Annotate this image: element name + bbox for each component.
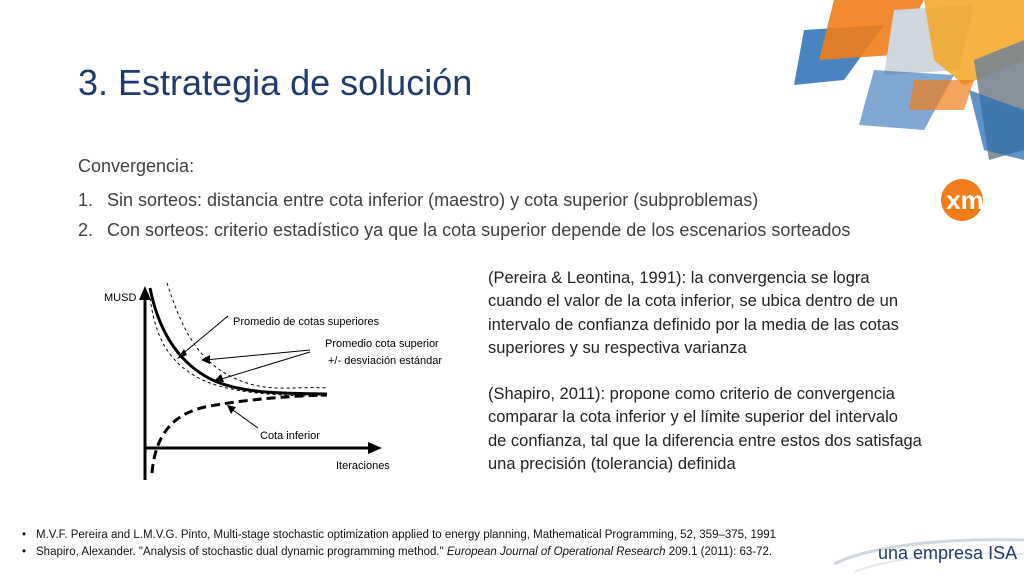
logo-text: xm [946,185,984,215]
pereira-paragraph [488,267,958,360]
bullet: • [22,529,27,541]
references-list [22,527,776,561]
annotation-upper-std-1: Promedio cota superior [325,338,439,350]
annotation-upper-std-2: +/- desviación estándar [328,355,443,367]
reference-text: Shapiro, Alexander. "Analysis of stochastic dual dynamic programming method." [36,546,447,558]
footer-text: una empresa ISA [878,543,1018,563]
reference-item [22,527,776,544]
list-item [78,187,850,217]
upper-avg-curve [150,288,327,394]
paragraph-line: de confianza, tal que la diferencia entre estos dos satisfaga [488,431,922,450]
x-axis-label: Iteraciones [336,460,390,472]
shapiro-paragraph [488,383,958,476]
footer-branding [834,534,1024,576]
annotation-lower: Cota inferior [260,430,320,442]
subheading: Convergencia: [78,156,195,176]
reference-text: 209.1 (2011): 63-72. [665,546,773,558]
list-text: Sin sorteos: distancia entre cota inferior (maestro) y cota superior (subproblemas) [107,190,759,210]
annotation-arrow [180,316,228,356]
list-text: Con sorteos: criterio estadístico ya que la cota superior depende de los escenarios sorteados [107,220,851,240]
reference-text: M.V.F. Pereira and L.M.V.G. Pinto, Multi-stage stochastic optimization applied to energy planning, Mathematical Programming, 52, 359–375, 1991 [36,529,777,541]
paragraph-line: cuando el valor de la cota inferior, se ubica dentro de un [488,292,899,311]
annotation-arrow [205,350,310,360]
list-number: 2. [78,220,94,240]
paragraph-line: comparar la cota inferior y el límite superior del intervalo [488,408,898,427]
corner-decoration [774,0,1024,160]
page-title: 3. Estrategia de solución [78,62,473,103]
y-axis-label: MUSD [104,292,137,304]
annotation-arrow [218,352,310,380]
list-item [78,217,850,247]
convergence-diagram [100,268,460,483]
annotation-arrow [230,408,258,428]
y-axis-arrow [139,286,151,300]
criteria-list [78,187,850,247]
paragraph-line: una precisión (tolerancia) definida [488,454,736,473]
paragraph-line: (Shapiro, 2011): propone como criterio de convergencia [488,385,895,403]
reference-journal: European Journal of Operational Research [446,546,666,558]
paragraph-line: superiores y su respectiva varianza [488,338,747,357]
bullet: • [22,546,27,558]
paragraph-line: intervalo de confianza definido por la media de las cotas [488,315,899,334]
paragraph-line: (Pereira & Leontina, 1991): la convergencia se logra [488,269,870,287]
list-number: 1. [78,190,94,210]
lower-std-bound-curve [150,298,327,396]
reference-item [22,544,776,561]
upper-std-bound-curve [167,283,327,388]
annotation-upper-avg: Promedio de cotas superiores [233,316,380,328]
x-axis-arrow [368,442,382,454]
xm-logo [932,178,1000,222]
